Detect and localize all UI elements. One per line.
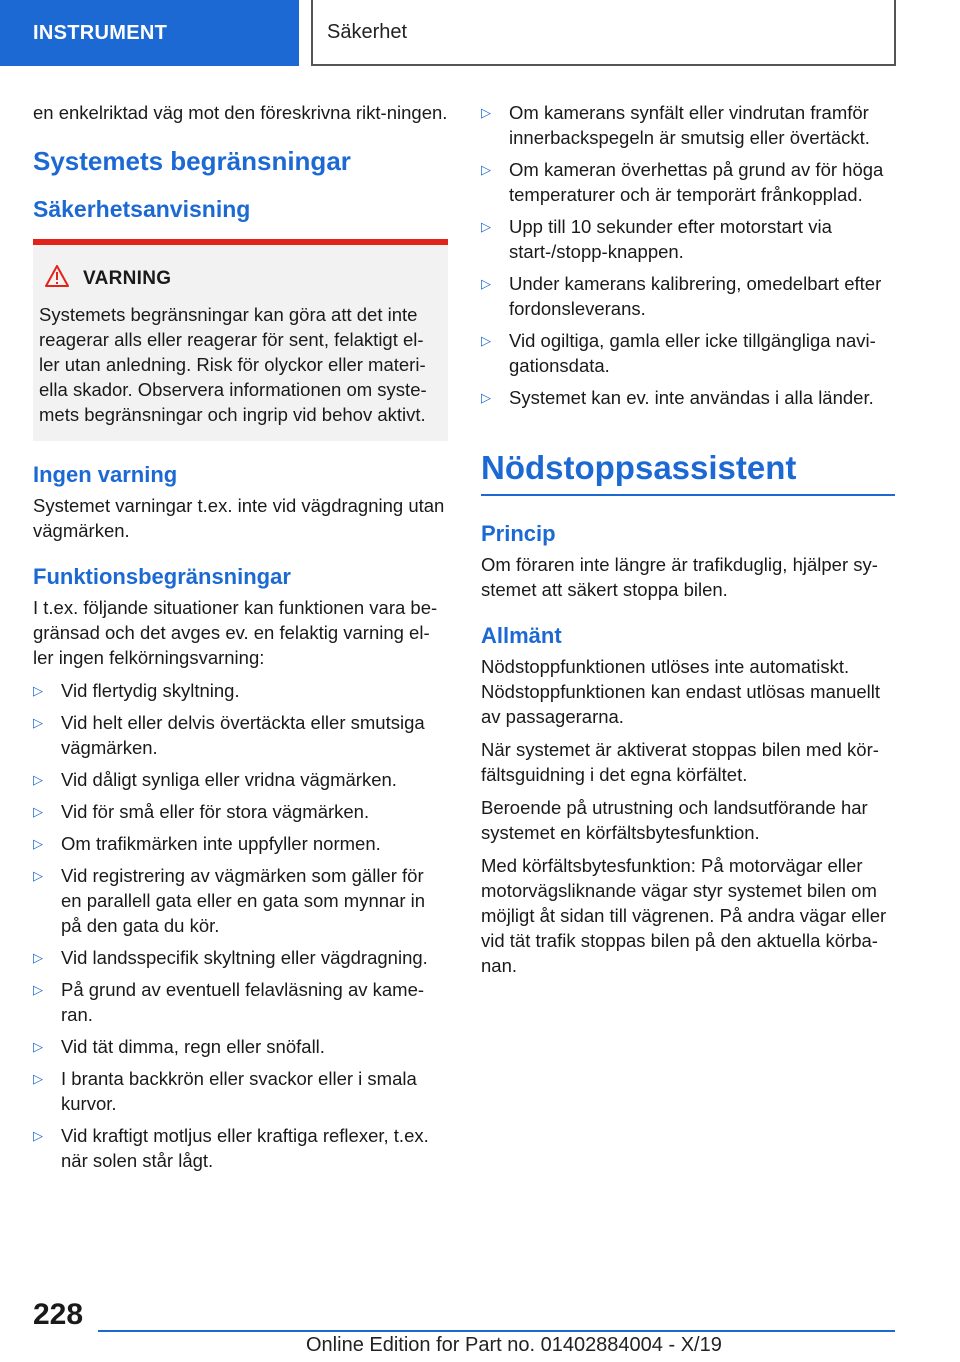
intro-text: en enkelriktad väg mot den föreskrivna rikt-ningen. (33, 102, 448, 123)
heading-system-limits: Systemets begränsningar (33, 146, 351, 176)
list-item: ▷ Systemet kan ev. inte användas i alla länder. (481, 387, 874, 408)
list-item: ▷ På grund av eventuell felavläsning av kame-ran. (33, 979, 425, 1025)
warning-label: VARNING (83, 267, 172, 289)
heading-safety-note: Säkerhetsanvisning (33, 196, 251, 222)
triangle-right-icon: ▷ (33, 804, 43, 819)
left-limit-list (33, 678, 448, 1173)
footer-rule (98, 1330, 895, 1332)
list-item: ▷ Under kamerans kalibrering, omedelbart efter fordonsleverans. (481, 273, 882, 319)
list-item: ▷ Vid landsspecifik skyltning eller vägdragning. (33, 947, 428, 968)
page-number: 228 (33, 1298, 84, 1331)
no-warning-text: Systemet varningar t.ex. inte vid vägdragning utan vägmärken. (33, 495, 445, 541)
triangle-right-icon: ▷ (33, 772, 43, 787)
triangle-right-icon: ▷ (33, 1039, 43, 1054)
warning-box (33, 239, 448, 441)
triangle-right-icon: ▷ (33, 982, 43, 997)
triangle-right-icon: ▷ (481, 276, 491, 291)
list-item: ▷ Vid helt eller delvis övertäckta eller smutsiga vägmärken. (33, 712, 425, 758)
principle-text: Om föraren inte längre är trafikduglig, hjälper sy-stemet att säkert stoppa bilen. (481, 554, 878, 600)
warning-text: Systemets begränsningar kan göra att det inte reagerar alls eller reagerar för sent, felaktigt el-ler utan anledning. Risk för olyckor eller materi-ella skador. Observera informationen om syste-mets begränsningar och ingrip vid behov aktivt. (39, 304, 427, 425)
general-paragraph: När systemet är aktiverat stoppas bilen med kör-fältsguidning i det egna körfältet. (481, 739, 879, 785)
general-paragraph: Beroende på utrustning och landsutförande har systemet en körfältsbytesfunktion. (481, 797, 868, 843)
triangle-right-icon: ▷ (481, 219, 491, 234)
list-item: ▷ Om kameran överhettas på grund av för höga temperaturer och är temporärt frånkopplad. (481, 159, 884, 205)
right-column (481, 100, 895, 986)
left-column (33, 100, 448, 1180)
warning-header (39, 265, 440, 292)
general-paragraph: Nödstoppfunktionen utlöses inte automatiskt. Nödstoppfunktionen kan endast utlösas manuellt av passagerarna. (481, 656, 881, 727)
heading-emergency-stop-assistant: Nödstoppsassistent (481, 449, 797, 486)
chapter-tab: INSTRUMENT (0, 0, 299, 66)
general-paragraph: Med körfältsbytesfunktion: På motorvägar eller motorvägsliknande vägar styr systemet bilen om möjligt åt sidan till vägrenen. På andra vägar eller vid tät trafik stoppas bilen på den aktuella körba-nan. (481, 855, 887, 976)
list-item: ▷ Vid tät dimma, regn eller snöfall. (33, 1036, 325, 1057)
edition-text: Online Edition for Part no. 01402884004 - X/19 (306, 1334, 722, 1356)
list-item: ▷ Vid kraftigt motljus eller kraftiga reflexer, t.ex. när solen står lågt. (33, 1125, 429, 1171)
triangle-right-icon: ▷ (33, 836, 43, 851)
triangle-right-icon: ▷ (481, 390, 491, 405)
list-item: ▷ I branta backkrön eller svackor eller i smala kurvor. (33, 1068, 417, 1114)
heading-function-limits: Funktionsbegränsningar (33, 564, 291, 589)
right-limit-list (481, 100, 895, 410)
list-item: ▷ Vid ogiltiga, gamla eller icke tillgängliga navi-gationsdata. (481, 330, 876, 376)
triangle-right-icon: ▷ (481, 162, 491, 177)
triangle-right-icon: ▷ (33, 683, 43, 698)
heading-general: Allmänt (481, 623, 562, 648)
heading-no-warning: Ingen varning (33, 462, 178, 487)
list-item: ▷ Vid dåligt synliga eller vridna vägmärken. (33, 769, 397, 790)
list-item: ▷ Vid för små eller för stora vägmärken. (33, 801, 370, 822)
section-title: Säkerhet (311, 0, 896, 66)
warning-triangle-icon (45, 265, 69, 292)
list-item: ▷ Vid flertydig skyltning. (33, 680, 240, 701)
heading-rule (481, 494, 895, 496)
function-limits-text: I t.ex. följande situationer kan funktionen vara be-gränsad och det avges ev. en felaktig varning el-ler ingen felkörningsvarning: (33, 597, 438, 668)
triangle-right-icon: ▷ (33, 715, 43, 730)
triangle-right-icon: ▷ (33, 950, 43, 965)
list-item: ▷ Om trafikmärken inte uppfyller normen. (33, 833, 381, 854)
triangle-right-icon: ▷ (33, 868, 43, 883)
triangle-right-icon: ▷ (33, 1071, 43, 1086)
list-item: ▷ Upp till 10 sekunder efter motorstart via start-/stopp-knappen. (481, 216, 832, 262)
triangle-right-icon: ▷ (481, 105, 491, 120)
list-item: ▷ Om kamerans synfält eller vindrutan framför innerbackspegeln är smutsig eller övertäckt. (481, 102, 870, 148)
triangle-right-icon: ▷ (33, 1128, 43, 1143)
heading-principle: Princip (481, 521, 556, 546)
triangle-right-icon: ▷ (481, 333, 491, 348)
list-item: ▷ Vid registrering av vägmärken som gäller för en parallell gata eller en gata som mynnar in på den gata du kör. (33, 865, 426, 936)
